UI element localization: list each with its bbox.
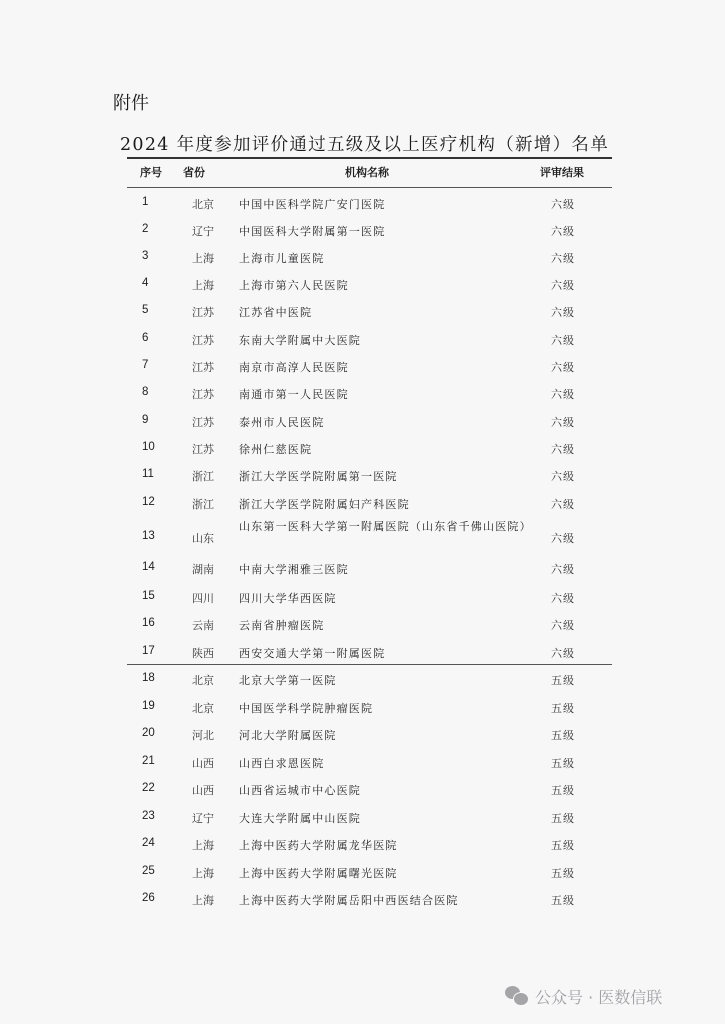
row-seq: 16 [142, 617, 155, 629]
row-name: 山东第一医科大学第一附属医院（山东省千佛山医院） [239, 520, 532, 533]
row-name: 徐州仁慈医院 [239, 443, 313, 456]
level-divider-rule [127, 664, 612, 665]
header-result: 评审结果 [540, 166, 584, 179]
row-seq: 24 [142, 837, 155, 849]
row-result: 六级 [551, 361, 575, 374]
row-seq: 7 [142, 359, 149, 371]
row-seq: 4 [142, 277, 149, 289]
row-result: 六级 [551, 306, 575, 319]
row-name: 云南省肿瘤医院 [239, 619, 325, 632]
row-name: 泰州市人民医院 [239, 416, 325, 429]
row-province: 上海 [192, 839, 214, 852]
row-name: 中国医科大学附属第一医院 [239, 225, 386, 238]
row-seq: 13 [142, 530, 155, 542]
row-name: 北京大学第一医院 [239, 674, 337, 687]
row-province: 辽宁 [192, 812, 214, 825]
row-seq: 9 [142, 414, 149, 426]
row-result: 五级 [551, 867, 575, 880]
row-province: 四川 [192, 592, 214, 605]
wechat-icon [505, 986, 529, 1006]
row-province: 上海 [192, 867, 214, 880]
row-province: 河北 [192, 729, 214, 742]
row-seq: 6 [142, 332, 149, 344]
row-result: 五级 [551, 757, 575, 770]
row-name: 江苏省中医院 [239, 306, 313, 319]
row-name: 上海市儿童医院 [239, 252, 325, 265]
row-result: 六级 [551, 252, 575, 265]
row-result: 六级 [551, 619, 575, 632]
row-seq: 10 [142, 441, 155, 453]
row-seq: 26 [142, 892, 155, 904]
row-name: 上海市第六人民医院 [239, 279, 349, 292]
row-name: 大连大学附属中山医院 [239, 812, 361, 825]
row-province: 湖南 [192, 563, 214, 576]
row-name: 南京市高淳人民医院 [239, 361, 349, 374]
row-result: 五级 [551, 729, 575, 742]
row-seq: 8 [142, 386, 149, 398]
row-province: 江苏 [192, 416, 214, 429]
row-seq: 25 [142, 865, 155, 877]
row-seq: 12 [142, 496, 155, 508]
header-province: 省份 [183, 166, 205, 179]
row-province: 上海 [192, 252, 214, 265]
row-province: 北京 [192, 702, 214, 715]
row-result: 六级 [551, 498, 575, 511]
row-name: 浙江大学医学院附属妇产科医院 [239, 498, 410, 511]
table-top-rule [127, 157, 612, 159]
row-province: 江苏 [192, 361, 214, 374]
header-name: 机构名称 [345, 166, 389, 179]
row-result: 六级 [551, 334, 575, 347]
row-name: 中国中医科学院广安门医院 [239, 198, 386, 211]
row-province: 上海 [192, 279, 214, 292]
row-name: 中国医学科学院肿瘤医院 [239, 702, 374, 715]
row-province: 辽宁 [192, 225, 214, 238]
row-name: 上海中医药大学附属岳阳中西医结合医院 [239, 894, 459, 907]
row-result: 五级 [551, 812, 575, 825]
row-province: 北京 [192, 674, 214, 687]
row-result: 五级 [551, 839, 575, 852]
row-seq: 3 [142, 250, 149, 262]
row-result: 五级 [551, 894, 575, 907]
row-name: 四川大学华西医院 [239, 592, 337, 605]
row-province: 云南 [192, 619, 214, 632]
row-name: 浙江大学医学院附属第一医院 [239, 470, 398, 483]
row-name: 山西白求恩医院 [239, 757, 325, 770]
row-name: 山西省运城市中心医院 [239, 784, 361, 797]
row-result: 六级 [551, 470, 575, 483]
row-seq: 22 [142, 782, 155, 794]
header-seq: 序号 [140, 166, 162, 179]
row-seq: 1 [142, 196, 149, 208]
row-name: 南通市第一人民医院 [239, 388, 349, 401]
row-province: 山东 [192, 532, 214, 545]
row-province: 江苏 [192, 334, 214, 347]
row-seq: 11 [142, 468, 154, 480]
row-seq: 23 [142, 810, 155, 822]
row-seq: 19 [142, 700, 155, 712]
row-result: 五级 [551, 674, 575, 687]
row-province: 江苏 [192, 443, 214, 456]
row-name: 上海中医药大学附属龙华医院 [239, 839, 398, 852]
row-seq: 14 [142, 561, 155, 573]
row-seq: 20 [142, 727, 155, 739]
row-name: 河北大学附属医院 [239, 729, 337, 742]
row-result: 六级 [551, 532, 575, 545]
row-seq: 15 [142, 590, 155, 602]
row-result: 五级 [551, 702, 575, 715]
row-province: 山西 [192, 757, 214, 770]
attachment-label: 附件 [113, 93, 149, 114]
row-province: 北京 [192, 198, 214, 211]
row-province: 山西 [192, 784, 214, 797]
row-result: 六级 [551, 279, 575, 292]
table-header [0, 164, 725, 182]
row-result: 六级 [551, 225, 575, 238]
row-seq: 17 [142, 645, 155, 657]
row-province: 陕西 [192, 647, 214, 660]
row-seq: 18 [142, 672, 155, 684]
row-name: 上海中医药大学附属曙光医院 [239, 867, 398, 880]
row-seq: 21 [142, 755, 155, 767]
row-result: 六级 [551, 592, 575, 605]
row-seq: 5 [142, 304, 149, 316]
watermark-text: 公众号 · 医数信联 [535, 987, 663, 1007]
row-result: 六级 [551, 198, 575, 211]
row-province: 浙江 [192, 498, 214, 511]
row-name: 东南大学附属中大医院 [239, 334, 361, 347]
row-result: 五级 [551, 784, 575, 797]
row-province: 上海 [192, 894, 214, 907]
row-province: 浙江 [192, 470, 214, 483]
header-rule [127, 187, 612, 188]
row-province: 江苏 [192, 388, 214, 401]
row-result: 六级 [551, 388, 575, 401]
page-title: 2024 年度参加评价通过五级及以上医疗机构（新增）名单 [120, 135, 609, 155]
row-seq: 2 [142, 223, 149, 235]
row-province: 江苏 [192, 306, 214, 319]
row-result: 六级 [551, 563, 575, 576]
row-result: 六级 [551, 647, 575, 660]
row-result: 六级 [551, 416, 575, 429]
row-name: 中南大学湘雅三医院 [239, 563, 349, 576]
row-result: 六级 [551, 443, 575, 456]
watermark [505, 984, 662, 1008]
row-name: 西安交通大学第一附属医院 [239, 647, 386, 660]
